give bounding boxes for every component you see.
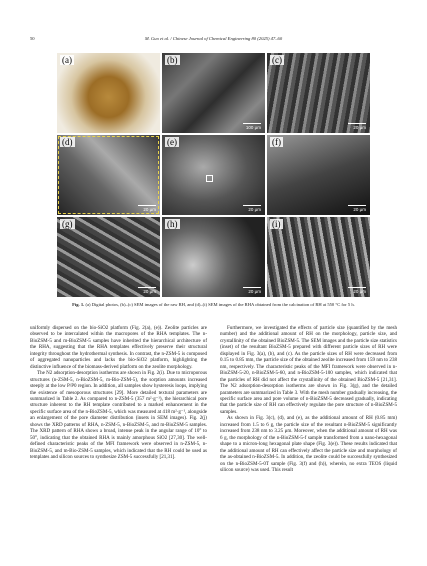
paragraph: As shown in Fig. 3(c), (d), and (e), as the additional amount of RH (0.85 mm) increased from 1.5 to 6 g, the particle size of the resultant n-BioZSM-5 significantly increased from 238 nm to 3.25 μm. Moreover, when the additional amount of RH was 6 g, the morphology of the n-BioZSM-5-f sample transformed from a nano-hexagonal shape to a micron-long hexagonal plate shape (Fig. 3(e)). These results indicated that the additional amount of RH can effectively affect the particle size and morphology of the as-obtained n-BioZSM-5. In addition, the zeolite could be successfully synthesized on the n-BioZSM-5-0T sample (Fig. 3(f) and (h)), wherein, no extra TEOS (liquid silicon source) was used. This result [220,415,397,473]
paragraph: uniformly dispersed on the bio-SiO2 platform (Fig. 2(a), (e)). Zeolite particles are observed to be intercalated within the macropores of the RHA templates. The n-BioZSM-5 and m-BioZSM-5 samples have inherited the hierarchical architecture of the RHA, suggesting that the RHA templates effectively preserve their structural integrity throughout the hydrothermal synthesis. In contrast, the n-ZSM-5 is composed of aggregated nanoparticles and lacks the bio-SiO2 platform, highlighting the distinctive influence of the biomass-derived platform on the zeolite morphology. [30,325,207,370]
zoom-region-marker [206,175,213,182]
panel-i-sem [267,217,370,297]
body-text [30,325,397,473]
scale-bar: 20 μm [243,205,261,212]
panel-label: (g) [62,219,73,229]
scale-bar: 20 μm [243,287,261,294]
panel-h-sem [162,217,265,297]
caption-label: Fig. 1. [72,302,85,307]
figure-caption [57,302,370,308]
panel-label: (i) [272,219,281,229]
panel-label: (d) [62,137,73,147]
scale-bar: 100 μm [243,123,261,130]
page-header [30,36,397,46]
caption-text: (a) Digital photos, (b)–(c) SEM images of the raw RH, and (d)–(i) SEM images of the RHA obtained from the calcination of RH at 550 °C for 5 h. [84,302,355,307]
paragraph: Furthermore, we investigated the effects of particle size (quantified by the mesh number) and the additional amount of RH on the morphology, particle size, and crystallinity of the obtained BioZSM-5. The SEM images and the particle size statistics (inset) of the resultant BioZSM-5 prepared with different particle sizes of RH were displayed in Fig. 3(a), (b), and (c). As the particle sizes of RH were decreased from 0.15 to 0.85 mm, the particle size of the obtained zeolite increased from 159 nm to 238 nm, respectively. The characteristic peaks of the MFI framework were observed in n-BioZSM-5-20, n-BioZSM-5-60, and n-BioZSM-5-100 samples, which indicated that the particles of RH did not affect the crystallinity of the obtained BioZSM-5 [21,31]. The N2 adsorption-desorption isotherms are shown in Fig. 3(g), and the detailed parameters are summarized in Table 3. With the mesh number gradually increasing, the specific surface area and pore volume of n-BioZSM-5 decreased gradually, indicating that the particle size of RH can effectively regulate the pore structure of n-BioZSM-5 samples. [220,325,397,415]
page-number: 50 [30,36,35,41]
panel-label: (b) [167,55,178,65]
figure-1 [57,53,370,308]
panel-label: (f) [272,137,281,147]
panel-d-sem [57,135,160,215]
panel-label: (e) [167,137,177,147]
scale-bar: 20 μm [138,287,156,294]
paragraph: The N2 adsorption-desorption isotherms are shown in Fig. 2(i). Due to microporous structures (n-ZSM-5, n-BioZSM-5, m-Bio-ZSM-5), the sorption amounts increased steeply at the low P/P0 region. In addition, all samples show hysteresis loops, implying the existence of mesoporous structures [29]. More detailed textural parameters are summarized in Table 2. As compared to n-ZSM-5 (357 m²·g⁻¹), the hierarchical pore structure inherent to the RH template contributed to a marked enhancement in the specific surface area of the n-BioZSM-5, which was measured at 418 m²·g⁻¹, alongside an enlargement of the pore diameter distribution (insets in SEM images). Fig. 2(j) shows the XRD patterns of RHA, n-ZSM-5, n-BioZSM-5, and m-BioZSM-5 samples. The XRD pattern of RHA shows a broad, intense peak in the angular range of 10° to 50°, indicating that the obtained RHA is mainly amorphous SiO2 [27,30]. The well-defined characteristic peaks of the MFI framework were observed in n-ZSM-5, n-BioZSM-5, and m-Bio-ZSM-5 samples, which indicated that the RH could be used as templates and silicon sources to synthesize ZSM-5 successfully [21,31]. [30,370,207,461]
scale-bar: 20 μm [348,123,366,130]
panel-g-sem [57,217,160,297]
left-column [30,325,207,473]
panel-c-sem [267,53,370,133]
panel-f-sem [267,135,370,215]
right-column [220,325,397,473]
panel-label: (h) [167,219,178,229]
running-title: M. Guo et al. / Chinese Journal of Chemical Engineering 80 (2025) 47–60 [144,36,283,41]
panel-label: (a) [62,55,72,65]
panel-a-digital-photo [57,53,160,133]
panel-label: (c) [272,55,282,65]
scale-bar: 20 μm [348,205,366,212]
scale-bar: 20 μm [348,287,366,294]
panel-b-sem [162,53,265,133]
scale-bar: 20 μm [138,205,156,212]
panel-e-sem [162,135,265,215]
figure-grid [57,53,370,297]
